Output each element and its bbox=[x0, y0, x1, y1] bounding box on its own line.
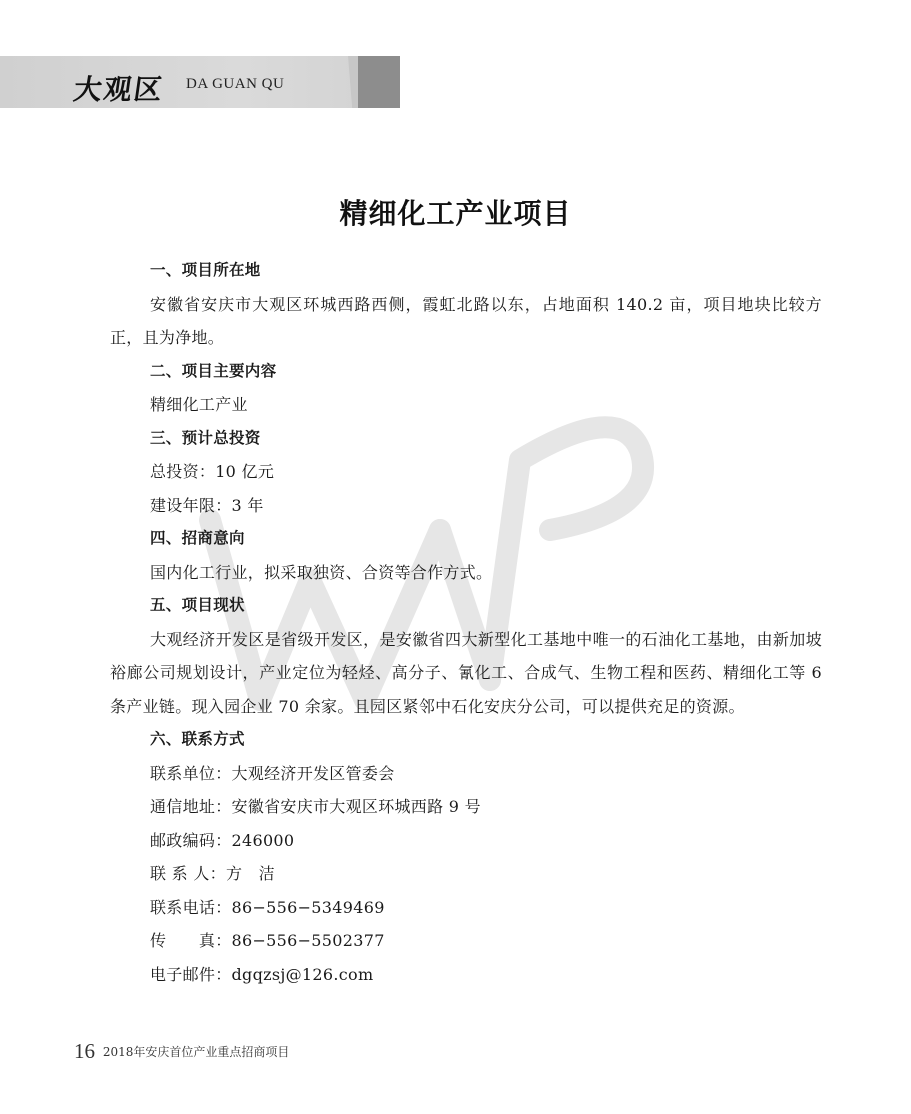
investment-total-line: 总投资：10 亿元 bbox=[150, 462, 275, 481]
section-heading-status: 五、项目现状 bbox=[150, 596, 245, 614]
section-heading-investment: 三、预计总投资 bbox=[150, 428, 261, 447]
contact-person-line: 联 系 人：方 洁 bbox=[150, 864, 275, 883]
header-latin-title: DA GUAN QU bbox=[186, 76, 285, 92]
contact-address-line: 通信地址：安徽省安庆市大观区环城西路 9 号 bbox=[150, 797, 481, 816]
header-brand: 大观区 bbox=[71, 73, 167, 106]
page-footer bbox=[74, 1039, 289, 1064]
location-paragraph: 安徽省安庆市大观区环城西路西侧，霞虹北路以东，占地面积 140.2 亩，项目地块比较方正，且为净地。 bbox=[110, 294, 822, 347]
page-number: 16 bbox=[74, 1039, 95, 1063]
section-heading-intention: 四、招商意向 bbox=[150, 529, 245, 547]
content-line: 精细化工产业 bbox=[150, 395, 248, 414]
section-heading-location: 一、项目所在地 bbox=[150, 261, 261, 279]
status-paragraph: 大观经济开发区是省级开发区，是安徽省四大新型化工基地中唯一的石油化工基地，由新加坡裕廊公司规划设计，产业定位为轻烃、高分子、氰化工、合成气、生物工程和医药、精细化工等 6 条产业链。现入园企业 70 余家。且园区紧邻中石化安庆分公司，可以提供充足的资源。 bbox=[110, 629, 822, 716]
contact-unit-line: 联系单位：大观经济开发区管委会 bbox=[150, 763, 395, 783]
document-body bbox=[110, 254, 822, 991]
contact-postcode-line: 邮政编码：246000 bbox=[150, 830, 295, 850]
publication-title: 2018年安庆首位产业重点招商项目 bbox=[102, 1045, 290, 1059]
construction-period-line: 建设年限：3 年 bbox=[150, 495, 264, 515]
header-tab-decoration bbox=[348, 56, 400, 108]
contact-phone-line: 联系电话：86−556−5349469 bbox=[150, 897, 385, 917]
document-title: 精细化工产业项目 bbox=[339, 197, 572, 230]
section-heading-content: 二、项目主要内容 bbox=[150, 361, 277, 380]
section-heading-contact: 六、联系方式 bbox=[150, 730, 245, 748]
contact-fax-line: 传 真：86−556−5502377 bbox=[150, 931, 385, 950]
intention-line: 国内化工行业，拟采取独资、合资等合作方式。 bbox=[150, 562, 493, 582]
contact-email-line: 电子邮件：dgqzsj@126.com bbox=[150, 964, 374, 984]
